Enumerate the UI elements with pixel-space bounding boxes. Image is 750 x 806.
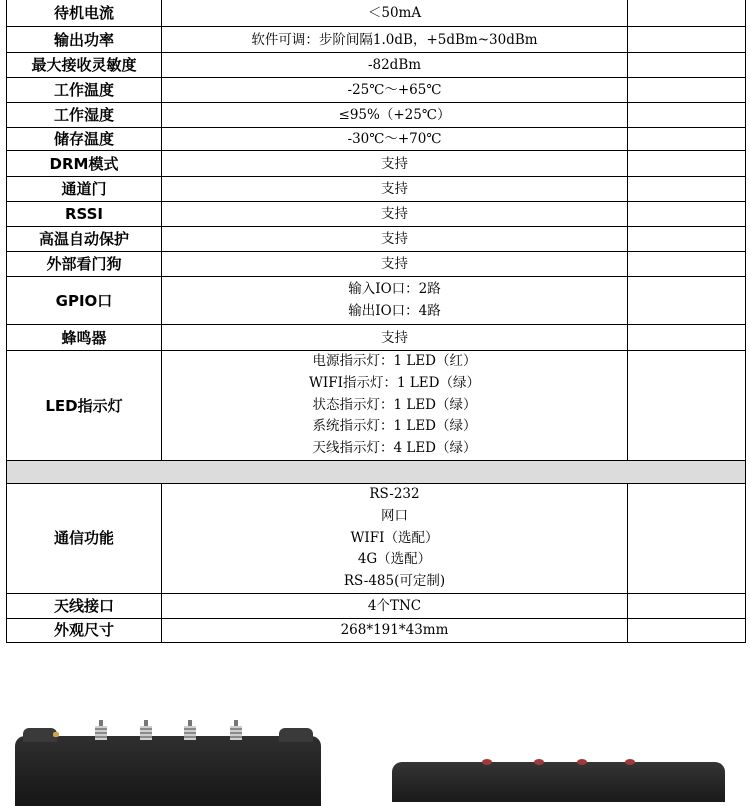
table-row bbox=[7, 351, 746, 461]
value-line: RS-232 bbox=[369, 486, 420, 502]
empty-cell bbox=[628, 277, 746, 325]
row-value: -82dBm bbox=[162, 53, 628, 78]
table-row bbox=[7, 252, 746, 277]
row-value bbox=[162, 351, 628, 461]
row-value: ＜50mA bbox=[162, 0, 628, 27]
separator-row bbox=[7, 461, 746, 484]
row-label: 通信功能 bbox=[7, 484, 162, 594]
mounting-ear bbox=[279, 728, 313, 742]
value-line: 输入IO口：2路 bbox=[348, 280, 441, 297]
table-row bbox=[7, 27, 746, 53]
table-row bbox=[7, 151, 746, 177]
table-row bbox=[7, 277, 746, 325]
empty-cell bbox=[628, 151, 746, 177]
empty-cell bbox=[628, 103, 746, 128]
row-value: 支持 bbox=[162, 202, 628, 227]
empty-cell bbox=[628, 252, 746, 277]
table-row bbox=[7, 78, 746, 103]
row-label: 天线接口 bbox=[7, 593, 162, 618]
table-row bbox=[7, 618, 746, 642]
knob-dot bbox=[482, 759, 492, 765]
empty-cell bbox=[628, 177, 746, 202]
table-row bbox=[7, 227, 746, 252]
table-row bbox=[7, 202, 746, 227]
row-label: DRM模式 bbox=[7, 151, 162, 177]
knob-dot bbox=[534, 759, 544, 765]
row-label: 蜂鸣器 bbox=[7, 325, 162, 351]
value-line: WIFI（选配） bbox=[350, 529, 439, 546]
empty-cell bbox=[628, 27, 746, 53]
empty-cell bbox=[628, 128, 746, 151]
row-value: 4个TNC bbox=[162, 593, 628, 618]
row-value bbox=[162, 277, 628, 325]
spec-table bbox=[6, 0, 746, 643]
reader-device-photo bbox=[15, 736, 321, 806]
empty-cell bbox=[628, 227, 746, 252]
row-label: 工作湿度 bbox=[7, 103, 162, 128]
row-value: 支持 bbox=[162, 227, 628, 252]
row-value: 支持 bbox=[162, 177, 628, 202]
mounting-ear bbox=[23, 728, 57, 742]
product-photos bbox=[0, 700, 750, 792]
table-row bbox=[7, 103, 746, 128]
antenna-connector-icon bbox=[139, 720, 153, 740]
empty-cell bbox=[628, 202, 746, 227]
row-label: 通道门 bbox=[7, 177, 162, 202]
row-value bbox=[162, 484, 628, 594]
row-label: 外观尺寸 bbox=[7, 618, 162, 642]
led-dot bbox=[53, 732, 59, 737]
empty-cell bbox=[628, 325, 746, 351]
table-row bbox=[7, 177, 746, 202]
empty-cell bbox=[628, 484, 746, 594]
empty-cell bbox=[628, 0, 746, 27]
empty-cell bbox=[628, 351, 746, 461]
empty-cell bbox=[628, 618, 746, 642]
table-row bbox=[7, 593, 746, 618]
row-label: LED指示灯 bbox=[7, 351, 162, 461]
antenna-connector-icon bbox=[229, 720, 243, 740]
value-line: 网口 bbox=[381, 507, 408, 524]
reader-device-photo-2 bbox=[392, 762, 725, 802]
antenna-connector-icon bbox=[183, 720, 197, 740]
value-line: 电源指示灯：1 LED（红） bbox=[312, 353, 477, 369]
row-label: 待机电流 bbox=[7, 0, 162, 27]
row-label: 最大接收灵敏度 bbox=[7, 53, 162, 78]
row-label: 高温自动保护 bbox=[7, 227, 162, 252]
row-value: -30℃～+70℃ bbox=[162, 128, 628, 151]
row-value: -25℃～+65℃ bbox=[162, 78, 628, 103]
row-label: GPIO口 bbox=[7, 277, 162, 325]
row-label: RSSI bbox=[7, 202, 162, 227]
row-value: 支持 bbox=[162, 252, 628, 277]
row-value: 268*191*43mm bbox=[162, 618, 628, 642]
knob-dot bbox=[577, 759, 587, 765]
value-line: 4G（选配） bbox=[357, 551, 432, 568]
value-line: 系统指示灯：1 LED（绿） bbox=[312, 418, 477, 435]
table-row bbox=[7, 0, 746, 27]
knob-dot bbox=[625, 759, 635, 765]
row-value: ≤95%（+25℃） bbox=[162, 103, 628, 128]
table-row bbox=[7, 484, 746, 594]
empty-cell bbox=[628, 78, 746, 103]
row-label: 工作温度 bbox=[7, 78, 162, 103]
table-row bbox=[7, 128, 746, 151]
value-line: WIFI指示灯：1 LED（绿） bbox=[309, 374, 480, 391]
table-row bbox=[7, 325, 746, 351]
row-value: 软件可调：步阶间隔1.0dB，+5dBm~30dBm bbox=[162, 27, 628, 53]
value-line: 天线指示灯：4 LED（绿） bbox=[312, 440, 477, 457]
value-line: 状态指示灯：1 LED（绿） bbox=[312, 396, 477, 413]
row-value: 支持 bbox=[162, 151, 628, 177]
row-value: 支持 bbox=[162, 325, 628, 351]
empty-cell bbox=[628, 593, 746, 618]
value-line: 输出IO口：4路 bbox=[348, 302, 441, 319]
row-label: 储存温度 bbox=[7, 128, 162, 151]
table-row bbox=[7, 53, 746, 78]
antenna-connector-icon bbox=[94, 720, 108, 740]
row-label: 外部看门狗 bbox=[7, 252, 162, 277]
separator-cell bbox=[7, 461, 746, 484]
row-label: 输出功率 bbox=[7, 27, 162, 53]
empty-cell bbox=[628, 53, 746, 78]
value-line: RS-485(可定制) bbox=[343, 573, 446, 590]
